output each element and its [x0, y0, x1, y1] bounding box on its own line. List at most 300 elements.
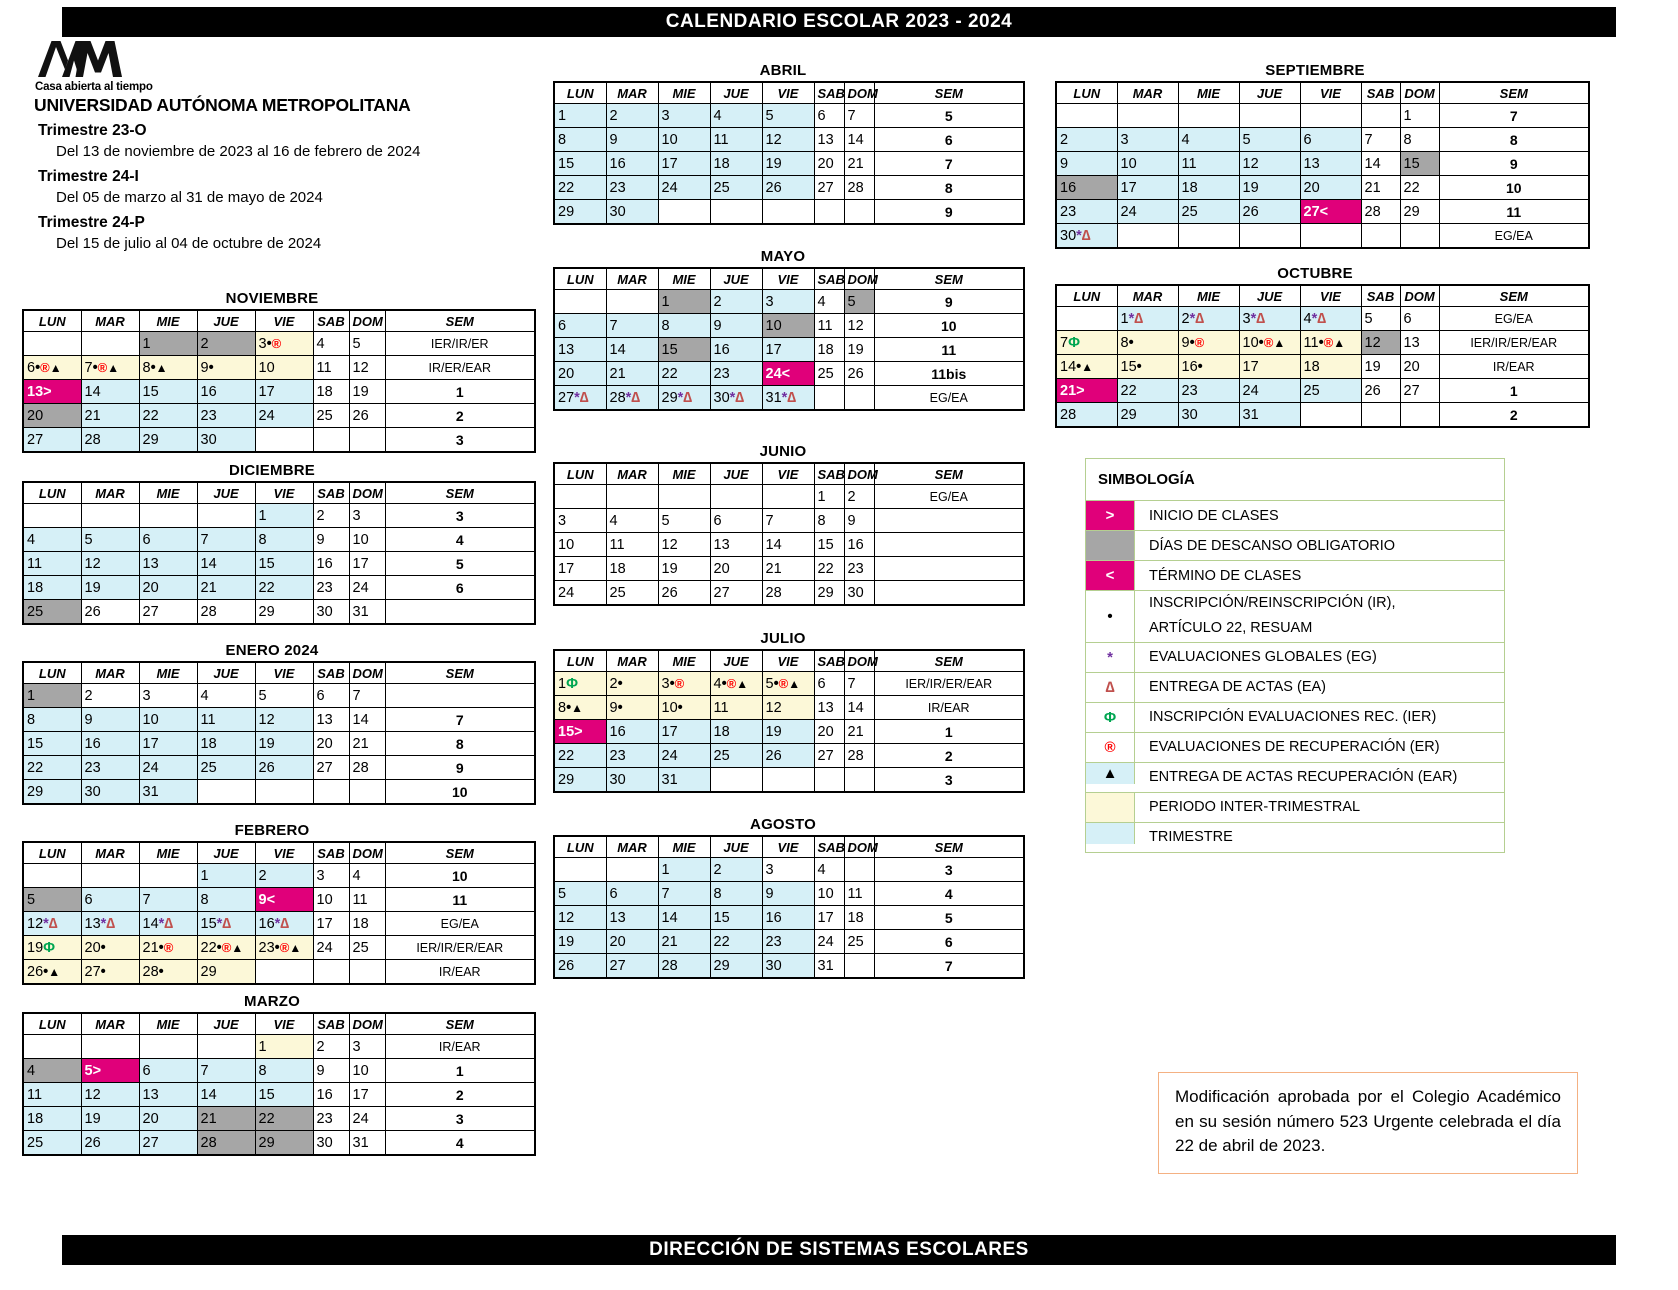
day-cell[interactable]: [1056, 355, 1117, 379]
day-cell[interactable]: [844, 485, 874, 509]
day-cell[interactable]: [313, 576, 349, 600]
day-cell[interactable]: [255, 332, 313, 356]
day-cell[interactable]: [197, 552, 255, 576]
day-cell[interactable]: [844, 581, 874, 606]
day-cell[interactable]: [710, 290, 762, 314]
day-cell[interactable]: [1300, 331, 1361, 355]
day-cell[interactable]: [139, 708, 197, 732]
day-cell[interactable]: [139, 1131, 197, 1156]
day-cell[interactable]: [658, 290, 710, 314]
day-cell[interactable]: [710, 557, 762, 581]
day-cell[interactable]: [255, 1083, 313, 1107]
day-cell[interactable]: [658, 362, 710, 386]
day-cell[interactable]: [814, 128, 844, 152]
day-cell[interactable]: [658, 314, 710, 338]
day-cell[interactable]: [1239, 379, 1300, 403]
day-cell[interactable]: [658, 768, 710, 793]
day-cell[interactable]: [313, 504, 349, 528]
day-cell[interactable]: [23, 600, 81, 625]
day-cell[interactable]: [1117, 152, 1178, 176]
day-cell[interactable]: [554, 882, 606, 906]
day-cell[interactable]: [81, 576, 139, 600]
day-cell[interactable]: [139, 780, 197, 805]
day-cell[interactable]: [197, 732, 255, 756]
day-cell[interactable]: [349, 332, 385, 356]
day-cell[interactable]: [349, 1035, 385, 1059]
day-cell[interactable]: [81, 428, 139, 453]
day-cell[interactable]: [1300, 152, 1361, 176]
day-cell[interactable]: [762, 386, 814, 411]
day-cell[interactable]: [844, 104, 874, 128]
day-cell[interactable]: [349, 1083, 385, 1107]
day-cell[interactable]: [762, 858, 814, 882]
day-cell[interactable]: [139, 528, 197, 552]
day-cell[interactable]: [349, 600, 385, 625]
day-cell[interactable]: [554, 557, 606, 581]
day-cell[interactable]: [844, 362, 874, 386]
day-cell[interactable]: [313, 1035, 349, 1059]
day-cell[interactable]: [606, 930, 658, 954]
day-cell[interactable]: [349, 1107, 385, 1131]
day-cell[interactable]: [1056, 200, 1117, 224]
day-cell[interactable]: [658, 672, 710, 696]
day-cell[interactable]: [762, 128, 814, 152]
day-cell[interactable]: [762, 954, 814, 979]
day-cell[interactable]: [658, 882, 710, 906]
day-cell[interactable]: [255, 732, 313, 756]
day-cell[interactable]: [658, 128, 710, 152]
day-cell[interactable]: [1056, 128, 1117, 152]
day-cell[interactable]: [255, 936, 313, 960]
day-cell[interactable]: [255, 756, 313, 780]
day-cell[interactable]: [554, 672, 606, 696]
day-cell[interactable]: [197, 600, 255, 625]
day-cell[interactable]: [349, 936, 385, 960]
day-cell[interactable]: [1117, 200, 1178, 224]
day-cell[interactable]: [1117, 128, 1178, 152]
day-cell[interactable]: [710, 509, 762, 533]
day-cell[interactable]: [197, 576, 255, 600]
day-cell[interactable]: [81, 708, 139, 732]
day-cell[interactable]: [762, 581, 814, 606]
day-cell[interactable]: [81, 1059, 139, 1083]
day-cell[interactable]: [844, 672, 874, 696]
day-cell[interactable]: [1239, 176, 1300, 200]
day-cell[interactable]: [23, 780, 81, 805]
day-cell[interactable]: [658, 930, 710, 954]
day-cell[interactable]: [606, 696, 658, 720]
day-cell[interactable]: [81, 380, 139, 404]
day-cell[interactable]: [1300, 176, 1361, 200]
day-cell[interactable]: [1056, 176, 1117, 200]
day-cell[interactable]: [606, 128, 658, 152]
day-cell[interactable]: [814, 581, 844, 606]
day-cell[interactable]: [313, 1107, 349, 1131]
day-cell[interactable]: [313, 404, 349, 428]
day-cell[interactable]: [255, 380, 313, 404]
day-cell[interactable]: [658, 386, 710, 411]
day-cell[interactable]: [554, 696, 606, 720]
day-cell[interactable]: [762, 362, 814, 386]
day-cell[interactable]: [81, 1083, 139, 1107]
day-cell[interactable]: [313, 1059, 349, 1083]
day-cell[interactable]: [349, 528, 385, 552]
day-cell[interactable]: [1117, 331, 1178, 355]
day-cell[interactable]: [1178, 128, 1239, 152]
day-cell[interactable]: [1300, 128, 1361, 152]
day-cell[interactable]: [1400, 128, 1439, 152]
day-cell[interactable]: [1400, 152, 1439, 176]
day-cell[interactable]: [1400, 307, 1439, 331]
day-cell[interactable]: [814, 744, 844, 768]
day-cell[interactable]: [762, 152, 814, 176]
day-cell[interactable]: [139, 756, 197, 780]
day-cell[interactable]: [81, 888, 139, 912]
day-cell[interactable]: [349, 504, 385, 528]
day-cell[interactable]: [814, 104, 844, 128]
day-cell[interactable]: [844, 906, 874, 930]
day-cell[interactable]: [1117, 379, 1178, 403]
day-cell[interactable]: [554, 104, 606, 128]
day-cell[interactable]: [255, 912, 313, 936]
day-cell[interactable]: [710, 314, 762, 338]
day-cell[interactable]: [255, 1035, 313, 1059]
day-cell[interactable]: [349, 552, 385, 576]
day-cell[interactable]: [658, 533, 710, 557]
day-cell[interactable]: [81, 356, 139, 380]
day-cell[interactable]: [554, 744, 606, 768]
day-cell[interactable]: [349, 356, 385, 380]
day-cell[interactable]: [197, 404, 255, 428]
day-cell[interactable]: [844, 290, 874, 314]
day-cell[interactable]: [554, 128, 606, 152]
day-cell[interactable]: [1178, 200, 1239, 224]
day-cell[interactable]: [1056, 224, 1117, 249]
day-cell[interactable]: [1400, 355, 1439, 379]
day-cell[interactable]: [710, 882, 762, 906]
day-cell[interactable]: [349, 708, 385, 732]
day-cell[interactable]: [255, 504, 313, 528]
day-cell[interactable]: [349, 404, 385, 428]
day-cell[interactable]: [814, 533, 844, 557]
day-cell[interactable]: [762, 533, 814, 557]
day-cell[interactable]: [710, 152, 762, 176]
day-cell[interactable]: [139, 600, 197, 625]
day-cell[interactable]: [606, 720, 658, 744]
day-cell[interactable]: [606, 200, 658, 225]
day-cell[interactable]: [23, 732, 81, 756]
day-cell[interactable]: [710, 362, 762, 386]
day-cell[interactable]: [139, 936, 197, 960]
day-cell[interactable]: [81, 732, 139, 756]
day-cell[interactable]: [814, 858, 844, 882]
day-cell[interactable]: [762, 672, 814, 696]
day-cell[interactable]: [554, 906, 606, 930]
day-cell[interactable]: [255, 404, 313, 428]
day-cell[interactable]: [23, 576, 81, 600]
day-cell[interactable]: [1300, 200, 1361, 224]
day-cell[interactable]: [23, 404, 81, 428]
day-cell[interactable]: [844, 176, 874, 200]
day-cell[interactable]: [814, 314, 844, 338]
day-cell[interactable]: [197, 1083, 255, 1107]
day-cell[interactable]: [554, 200, 606, 225]
day-cell[interactable]: [844, 128, 874, 152]
day-cell[interactable]: [81, 960, 139, 985]
day-cell[interactable]: [1361, 176, 1400, 200]
day-cell[interactable]: [554, 954, 606, 979]
day-cell[interactable]: [554, 338, 606, 362]
day-cell[interactable]: [23, 912, 81, 936]
day-cell[interactable]: [658, 509, 710, 533]
day-cell[interactable]: [554, 930, 606, 954]
day-cell[interactable]: [658, 581, 710, 606]
day-cell[interactable]: [197, 1059, 255, 1083]
day-cell[interactable]: [1178, 331, 1239, 355]
day-cell[interactable]: [710, 533, 762, 557]
day-cell[interactable]: [313, 708, 349, 732]
day-cell[interactable]: [658, 906, 710, 930]
day-cell[interactable]: [710, 176, 762, 200]
day-cell[interactable]: [1178, 307, 1239, 331]
day-cell[interactable]: [606, 509, 658, 533]
day-cell[interactable]: [139, 356, 197, 380]
day-cell[interactable]: [814, 509, 844, 533]
day-cell[interactable]: [554, 581, 606, 606]
day-cell[interactable]: [814, 557, 844, 581]
day-cell[interactable]: [814, 672, 844, 696]
day-cell[interactable]: [762, 176, 814, 200]
day-cell[interactable]: [81, 780, 139, 805]
day-cell[interactable]: [710, 858, 762, 882]
day-cell[interactable]: [1178, 176, 1239, 200]
day-cell[interactable]: [710, 338, 762, 362]
day-cell[interactable]: [1361, 128, 1400, 152]
day-cell[interactable]: [844, 533, 874, 557]
day-cell[interactable]: [23, 528, 81, 552]
day-cell[interactable]: [814, 930, 844, 954]
day-cell[interactable]: [658, 858, 710, 882]
day-cell[interactable]: [710, 930, 762, 954]
day-cell[interactable]: [255, 1059, 313, 1083]
day-cell[interactable]: [349, 912, 385, 936]
day-cell[interactable]: [1400, 104, 1439, 128]
day-cell[interactable]: [844, 930, 874, 954]
day-cell[interactable]: [139, 404, 197, 428]
day-cell[interactable]: [814, 954, 844, 979]
day-cell[interactable]: [81, 684, 139, 708]
day-cell[interactable]: [1239, 200, 1300, 224]
day-cell[interactable]: [23, 1083, 81, 1107]
day-cell[interactable]: [23, 1107, 81, 1131]
day-cell[interactable]: [710, 128, 762, 152]
day-cell[interactable]: [554, 509, 606, 533]
day-cell[interactable]: [197, 380, 255, 404]
day-cell[interactable]: [313, 888, 349, 912]
day-cell[interactable]: [554, 314, 606, 338]
day-cell[interactable]: [844, 696, 874, 720]
day-cell[interactable]: [255, 1107, 313, 1131]
day-cell[interactable]: [844, 509, 874, 533]
day-cell[interactable]: [606, 672, 658, 696]
day-cell[interactable]: [313, 552, 349, 576]
day-cell[interactable]: [313, 1083, 349, 1107]
day-cell[interactable]: [139, 1083, 197, 1107]
day-cell[interactable]: [139, 912, 197, 936]
day-cell[interactable]: [554, 362, 606, 386]
day-cell[interactable]: [1056, 152, 1117, 176]
day-cell[interactable]: [1400, 379, 1439, 403]
day-cell[interactable]: [844, 338, 874, 362]
day-cell[interactable]: [814, 176, 844, 200]
day-cell[interactable]: [710, 386, 762, 411]
day-cell[interactable]: [313, 1131, 349, 1156]
day-cell[interactable]: [139, 1059, 197, 1083]
day-cell[interactable]: [554, 152, 606, 176]
day-cell[interactable]: [814, 882, 844, 906]
day-cell[interactable]: [606, 152, 658, 176]
day-cell[interactable]: [1400, 200, 1439, 224]
day-cell[interactable]: [658, 696, 710, 720]
day-cell[interactable]: [1239, 331, 1300, 355]
day-cell[interactable]: [197, 1131, 255, 1156]
day-cell[interactable]: [23, 428, 81, 453]
day-cell[interactable]: [349, 1059, 385, 1083]
day-cell[interactable]: [255, 1131, 313, 1156]
day-cell[interactable]: [23, 708, 81, 732]
day-cell[interactable]: [762, 930, 814, 954]
day-cell[interactable]: [313, 732, 349, 756]
day-cell[interactable]: [313, 528, 349, 552]
day-cell[interactable]: [814, 290, 844, 314]
day-cell[interactable]: [1117, 355, 1178, 379]
day-cell[interactable]: [139, 552, 197, 576]
day-cell[interactable]: [606, 882, 658, 906]
day-cell[interactable]: [197, 756, 255, 780]
day-cell[interactable]: [139, 732, 197, 756]
day-cell[interactable]: [606, 581, 658, 606]
day-cell[interactable]: [1178, 355, 1239, 379]
day-cell[interactable]: [313, 864, 349, 888]
day-cell[interactable]: [197, 888, 255, 912]
day-cell[interactable]: [81, 756, 139, 780]
day-cell[interactable]: [606, 744, 658, 768]
day-cell[interactable]: [658, 338, 710, 362]
day-cell[interactable]: [197, 912, 255, 936]
day-cell[interactable]: [762, 696, 814, 720]
day-cell[interactable]: [313, 756, 349, 780]
day-cell[interactable]: [762, 290, 814, 314]
day-cell[interactable]: [1361, 152, 1400, 176]
day-cell[interactable]: [710, 672, 762, 696]
day-cell[interactable]: [1239, 355, 1300, 379]
day-cell[interactable]: [814, 906, 844, 930]
day-cell[interactable]: [762, 338, 814, 362]
day-cell[interactable]: [255, 864, 313, 888]
day-cell[interactable]: [313, 600, 349, 625]
day-cell[interactable]: [762, 557, 814, 581]
day-cell[interactable]: [844, 152, 874, 176]
day-cell[interactable]: [844, 882, 874, 906]
day-cell[interactable]: [81, 528, 139, 552]
day-cell[interactable]: [349, 380, 385, 404]
day-cell[interactable]: [349, 888, 385, 912]
day-cell[interactable]: [81, 936, 139, 960]
day-cell[interactable]: [313, 684, 349, 708]
day-cell[interactable]: [197, 684, 255, 708]
day-cell[interactable]: [710, 954, 762, 979]
day-cell[interactable]: [762, 104, 814, 128]
day-cell[interactable]: [814, 152, 844, 176]
day-cell[interactable]: [255, 888, 313, 912]
day-cell[interactable]: [814, 485, 844, 509]
day-cell[interactable]: [139, 332, 197, 356]
day-cell[interactable]: [197, 1107, 255, 1131]
day-cell[interactable]: [1300, 307, 1361, 331]
day-cell[interactable]: [1239, 128, 1300, 152]
day-cell[interactable]: [658, 720, 710, 744]
day-cell[interactable]: [197, 528, 255, 552]
day-cell[interactable]: [139, 888, 197, 912]
day-cell[interactable]: [658, 744, 710, 768]
day-cell[interactable]: [710, 581, 762, 606]
day-cell[interactable]: [255, 528, 313, 552]
day-cell[interactable]: [844, 744, 874, 768]
day-cell[interactable]: [710, 744, 762, 768]
day-cell[interactable]: [710, 906, 762, 930]
day-cell[interactable]: [1178, 403, 1239, 428]
day-cell[interactable]: [81, 600, 139, 625]
day-cell[interactable]: [606, 768, 658, 793]
day-cell[interactable]: [1239, 403, 1300, 428]
day-cell[interactable]: [762, 720, 814, 744]
day-cell[interactable]: [762, 906, 814, 930]
day-cell[interactable]: [606, 386, 658, 411]
day-cell[interactable]: [606, 906, 658, 930]
day-cell[interactable]: [1117, 176, 1178, 200]
day-cell[interactable]: [313, 332, 349, 356]
day-cell[interactable]: [139, 428, 197, 453]
day-cell[interactable]: [349, 1131, 385, 1156]
day-cell[interactable]: [814, 720, 844, 744]
day-cell[interactable]: [606, 314, 658, 338]
day-cell[interactable]: [139, 684, 197, 708]
day-cell[interactable]: [844, 720, 874, 744]
day-cell[interactable]: [139, 960, 197, 985]
day-cell[interactable]: [762, 314, 814, 338]
day-cell[interactable]: [1361, 379, 1400, 403]
day-cell[interactable]: [197, 708, 255, 732]
day-cell[interactable]: [1239, 152, 1300, 176]
day-cell[interactable]: [1239, 307, 1300, 331]
day-cell[interactable]: [710, 696, 762, 720]
day-cell[interactable]: [139, 380, 197, 404]
day-cell[interactable]: [606, 557, 658, 581]
day-cell[interactable]: [1400, 331, 1439, 355]
day-cell[interactable]: [349, 576, 385, 600]
day-cell[interactable]: [1361, 200, 1400, 224]
day-cell[interactable]: [1178, 152, 1239, 176]
day-cell[interactable]: [658, 104, 710, 128]
day-cell[interactable]: [81, 404, 139, 428]
day-cell[interactable]: [81, 912, 139, 936]
day-cell[interactable]: [1400, 176, 1439, 200]
day-cell[interactable]: [197, 960, 255, 985]
day-cell[interactable]: [255, 684, 313, 708]
day-cell[interactable]: [23, 888, 81, 912]
day-cell[interactable]: [23, 380, 81, 404]
day-cell[interactable]: [255, 600, 313, 625]
